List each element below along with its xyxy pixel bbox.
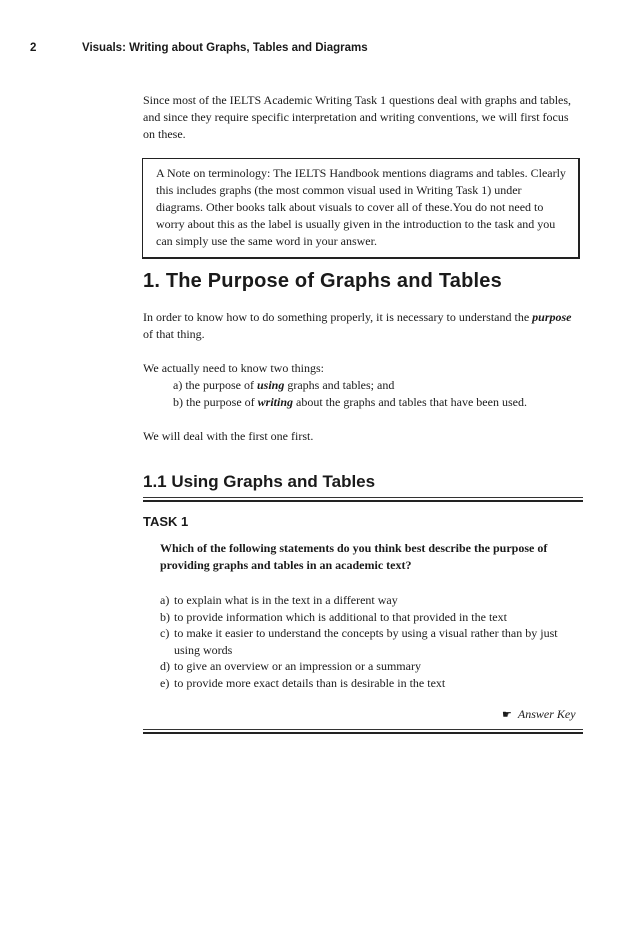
purpose-paragraph [143, 309, 583, 343]
divider [143, 500, 583, 502]
answer-key-label: Answer Key [517, 707, 576, 721]
option-text: to explain what is in the text in a different way [174, 593, 398, 607]
intro-paragraph: Since most of the IELTS Academic Writing Task 1 questions deal with graphs and tables, and since they require specific interpretation and writing conventions, we will first focus on these. [143, 93, 572, 141]
option-letter: a) [160, 593, 170, 607]
list-item [160, 625, 580, 658]
first-one-paragraph: We will deal with the first one first. [143, 429, 314, 443]
list-text: graphs and tables; and [284, 378, 395, 392]
answer-key-link[interactable] [502, 707, 576, 722]
list-text: b) the purpose of [173, 395, 258, 409]
section-heading-using: 1.1 Using Graphs and Tables [143, 472, 376, 491]
option-letter: c) [160, 626, 170, 640]
section-heading-purpose: 1. The Purpose of Graphs and Tables [143, 270, 502, 292]
two-things-paragraph: We actually need to know two things: [143, 361, 324, 375]
list-item [160, 609, 580, 626]
list-text: a) the purpose of [173, 378, 257, 392]
option-letter: b) [160, 609, 170, 624]
para-text: of that thing. [143, 327, 205, 341]
list-item-a [173, 377, 593, 394]
list-item [160, 592, 580, 609]
pointing-hand-icon: ☛ [502, 709, 512, 721]
option-text: to provide information which is additional to that provided in the text [174, 609, 507, 624]
terminology-note-box [142, 158, 580, 259]
list-item-b [173, 394, 593, 411]
option-letter: d) [160, 659, 170, 673]
page-number: 2 [30, 42, 37, 54]
option-text: to provide more exact details than is desirable in the text [174, 675, 446, 690]
list-item [160, 675, 580, 692]
divider [143, 732, 583, 734]
list-text: about the graphs and tables that have been used. [293, 395, 527, 409]
divider [143, 497, 583, 498]
running-title: Visuals: Writing about Graphs, Tables and Diagrams [82, 42, 368, 54]
running-head [30, 42, 368, 54]
option-text: to make it easier to understand the concepts by using a visual rather than by just using words [174, 626, 558, 657]
emphasis-writing: writing [257, 395, 294, 409]
emphasis-purpose: purpose [532, 310, 572, 324]
option-text: to give an overview or an impression or a summary [174, 659, 421, 673]
task-label: TASK 1 [143, 514, 189, 529]
task-question: Which of the following statements do you think best describe the purpose of providing graphs and tables in an academic text? [160, 541, 548, 572]
option-letter: e) [160, 675, 170, 690]
options-list [160, 592, 580, 691]
list-item [160, 658, 580, 675]
divider [143, 729, 583, 730]
emphasis-using: using [256, 378, 285, 392]
para-text: In order to know how to do something properly, it is necessary to understand the [143, 310, 533, 324]
note-text: A Note on terminology: The IELTS Handbook mentions diagrams and tables. Clearly this includes graphs (the most common visual used in Writing Task 1) under diagrams. Other books talk about visuals to cover all of these.You do not need to worry about this as the label is usually given in the introduction to the task and you can simply use the same word in your answer. [156, 166, 566, 248]
